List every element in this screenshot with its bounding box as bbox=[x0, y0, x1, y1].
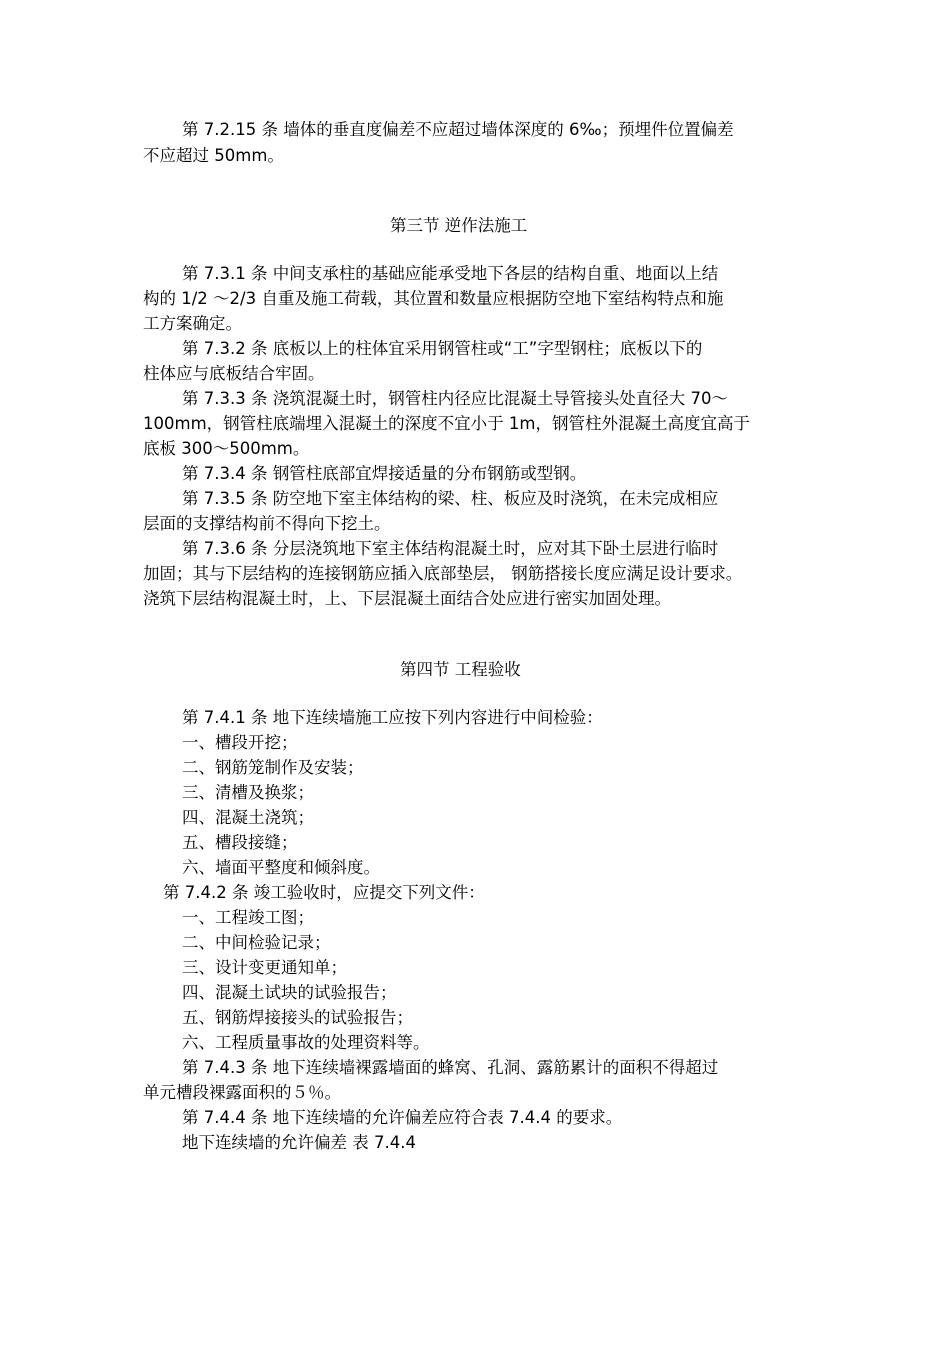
list-item: 四、混凝土浇筑； bbox=[182, 808, 314, 827]
article-7-4-3-line-2: 单元槽段裸露面积的５％。 bbox=[143, 1083, 341, 1102]
list-item: 二、中间检验记录； bbox=[182, 933, 331, 952]
article-7-3-1-line-3: 工方案确定。 bbox=[143, 314, 242, 333]
section-heading-4: 第四节 工程验收 bbox=[400, 660, 521, 679]
article-7-3-6-line-2: 加固；其与下层结构的连接钢筋应插入底部垫层， 钢筋搭接长度应满足设计要求。 bbox=[143, 564, 743, 583]
article-7-3-3-line-2: 100mm，钢管柱底端埋入混凝土的深度不宜小于 1m，钢管柱外混凝土高度宜高于 bbox=[143, 414, 750, 433]
article-7-3-2-line-2: 柱体应与底板结合牢固。 bbox=[143, 364, 325, 383]
article-7-3-3-line-3: 底板 300～500mm。 bbox=[143, 439, 310, 458]
section-heading-3: 第三节 逆作法施工 bbox=[390, 216, 528, 235]
list-item: 六、工程质量事故的处理资料等。 bbox=[182, 1033, 430, 1052]
list-item: 五、槽段接缝； bbox=[182, 833, 298, 852]
list-item: 六、墙面平整度和倾斜度。 bbox=[182, 858, 380, 877]
article-7-4-2: 第 7.4.2 条 竣工验收时，应提交下列文件： bbox=[163, 883, 485, 902]
article-7-4-4: 第 7.4.4 条 地下连续墙的允许偏差应符合表 7.4.4 的要求。 bbox=[182, 1108, 623, 1127]
table-caption: 地下连续墙的允许偏差 表 7.4.4 bbox=[182, 1133, 416, 1152]
list-item: 二、钢筋笼制作及安装； bbox=[182, 758, 364, 777]
article-7-3-6-line-3: 浇筑下层结构混凝土时，上、下层混凝土面结合处应进行密实加固处理。 bbox=[143, 589, 671, 608]
article-7-3-2-line-1: 第 7.3.2 条 底板以上的柱体宜采用钢管柱或“工”字型钢柱；底板以下的 bbox=[182, 339, 703, 358]
list-item: 四、混凝土试块的试验报告； bbox=[182, 983, 397, 1002]
article-7-3-5-line-1: 第 7.3.5 条 防空地下室主体结构的梁、柱、板应及时浇筑，在未完成相应 bbox=[182, 489, 719, 508]
article-7-4-3-line-1: 第 7.4.3 条 地下连续墙裸露墙面的蜂窝、孔洞、露筋累计的面积不得超过 bbox=[182, 1058, 719, 1077]
article-7-3-3-line-1: 第 7.3.3 条 浇筑混凝土时，钢管柱内径应比混凝土导管接头处直径大 70～ bbox=[182, 389, 728, 408]
article-7-3-1-line-2: 构的 1/2 ～2/3 自重及施工荷载，其位置和数量应根据防空地下室结构特点和施 bbox=[143, 289, 724, 308]
article-7-2-15-line-2: 不应超过 50mm。 bbox=[143, 146, 284, 165]
article-7-3-4: 第 7.3.4 条 钢管柱底部宜焊接适量的分布钢筋或型钢。 bbox=[182, 464, 587, 483]
article-7-3-6-line-1: 第 7.3.6 条 分层浇筑地下室主体结构混凝土时，应对其下卧土层进行临时 bbox=[182, 539, 719, 558]
list-item: 五、钢筋焊接接头的试验报告； bbox=[182, 1008, 413, 1027]
list-item: 三、清槽及换浆； bbox=[182, 783, 314, 802]
list-item: 一、工程竣工图； bbox=[182, 908, 314, 927]
article-7-2-15-line-1: 第 7.2.15 条 墙体的垂直度偏差不应超过墙体深度的 6‰；预埋件位置偏差 bbox=[182, 120, 734, 139]
article-7-4-1: 第 7.4.1 条 地下连续墙施工应按下列内容进行中间检验： bbox=[182, 708, 603, 727]
list-item: 一、槽段开挖； bbox=[182, 733, 298, 752]
list-item: 三、设计变更通知单； bbox=[182, 958, 347, 977]
article-7-3-5-line-2: 层面的支撑结构前不得向下挖土。 bbox=[143, 514, 391, 533]
article-7-3-1-line-1: 第 7.3.1 条 中间支承柱的基础应能承受地下各层的结构自重、地面以上结 bbox=[182, 264, 719, 283]
